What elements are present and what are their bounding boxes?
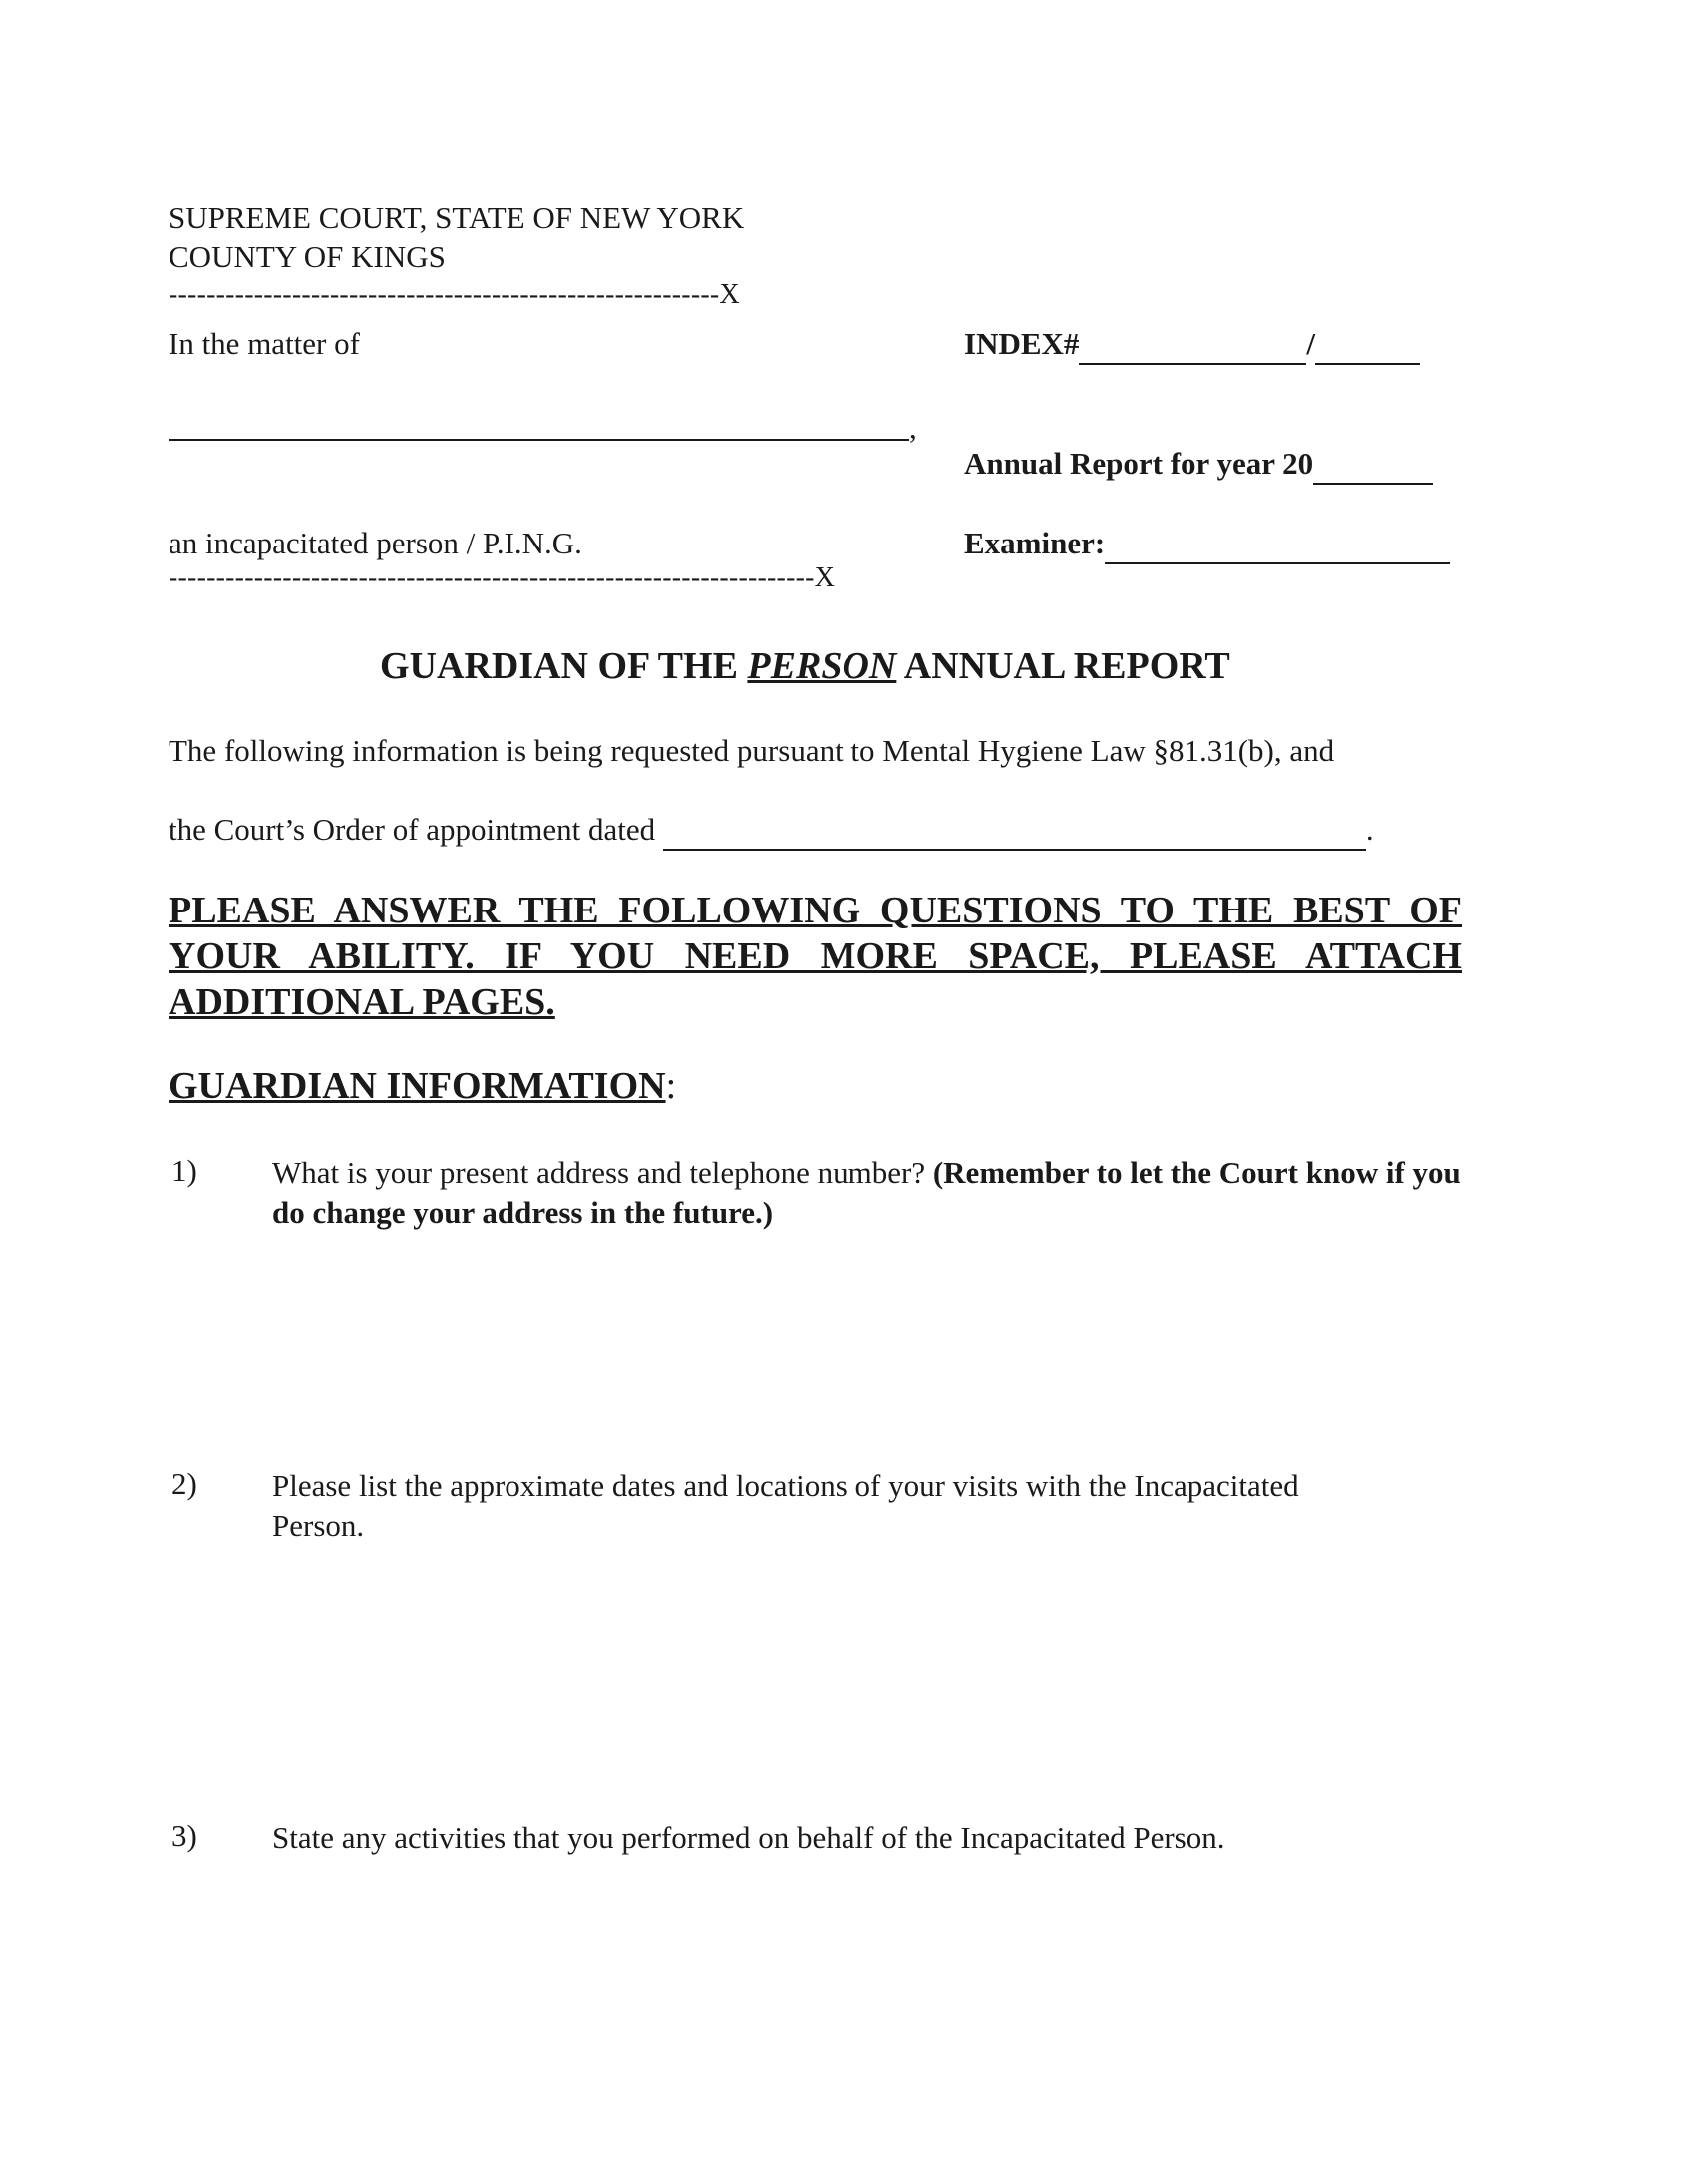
annual-report-field[interactable]	[964, 445, 1433, 485]
question-3-text: State any activities that you performed on behalf of the Incapacitated Person.	[272, 1820, 1225, 1855]
intro-line-2	[169, 811, 1374, 851]
title-prefix: GUARDIAN OF THE	[380, 645, 748, 687]
intro-period: .	[1365, 812, 1374, 847]
name-comma: ,	[909, 410, 917, 445]
question-3-number: 3)	[171, 1818, 197, 1853]
index-blank-2[interactable]	[1315, 325, 1420, 365]
person-name-blank[interactable]	[169, 439, 909, 441]
annual-report-label: Annual Report for year 20	[964, 446, 1314, 481]
year-blank[interactable]	[1313, 445, 1433, 485]
question-2-text: Please list the approximate dates and locations of your visits with the Incapacitated Person.	[272, 1468, 1299, 1543]
title-emphasis: PERSON	[747, 645, 897, 687]
matter-label: In the matter of	[169, 326, 360, 361]
section-heading	[169, 1064, 676, 1108]
question-1-number: 1)	[171, 1153, 197, 1188]
index-label: INDEX#	[964, 326, 1080, 361]
index-blank-1[interactable]	[1079, 325, 1306, 365]
examiner-field[interactable]	[964, 525, 1450, 564]
section-heading-colon: :	[665, 1065, 677, 1107]
section-heading-text: GUARDIAN INFORMATION	[169, 1065, 666, 1107]
county-name: COUNTY OF KINGS	[169, 239, 446, 274]
intro-line-2-text: the Court’s Order of appointment dated	[169, 812, 656, 847]
instructions: PLEASE ANSWER THE FOLLOWING QUESTIONS TO THE BEST OF YOUR ABILITY. IF YOU NEED MORE SPACE, PLEASE ATTACH ADDITIONAL PAGES.	[169, 890, 1462, 1023]
examiner-label: Examiner:	[964, 526, 1106, 560]
separator-top: ----------------------------------------------------------X	[169, 279, 740, 310]
incapacitated-label: an incapacitated person / P.I.N.G.	[169, 526, 582, 560]
intro-line-1: The following information is being requested pursuant to Mental Hygiene Law §81.31(b), and	[169, 733, 1335, 768]
separator-bottom: --------------------------------------------------------------------X	[169, 562, 836, 593]
title-suffix: ANNUAL REPORT	[896, 645, 1230, 687]
order-date-blank[interactable]	[663, 811, 1366, 851]
question-1-text	[272, 1153, 1469, 1233]
court-name: SUPREME COURT, STATE OF NEW YORK	[169, 200, 745, 235]
question-2-number: 2)	[171, 1466, 197, 1501]
question-1-bold: (Remember to let the Court know if you do change your address in the future.)	[272, 1155, 1461, 1230]
examiner-blank[interactable]	[1105, 525, 1450, 564]
index-slash: /	[1306, 326, 1316, 361]
page-title	[380, 644, 1230, 688]
question-1-plain: What is your present address and telephone number?	[272, 1155, 933, 1190]
index-field[interactable]	[964, 325, 1420, 365]
